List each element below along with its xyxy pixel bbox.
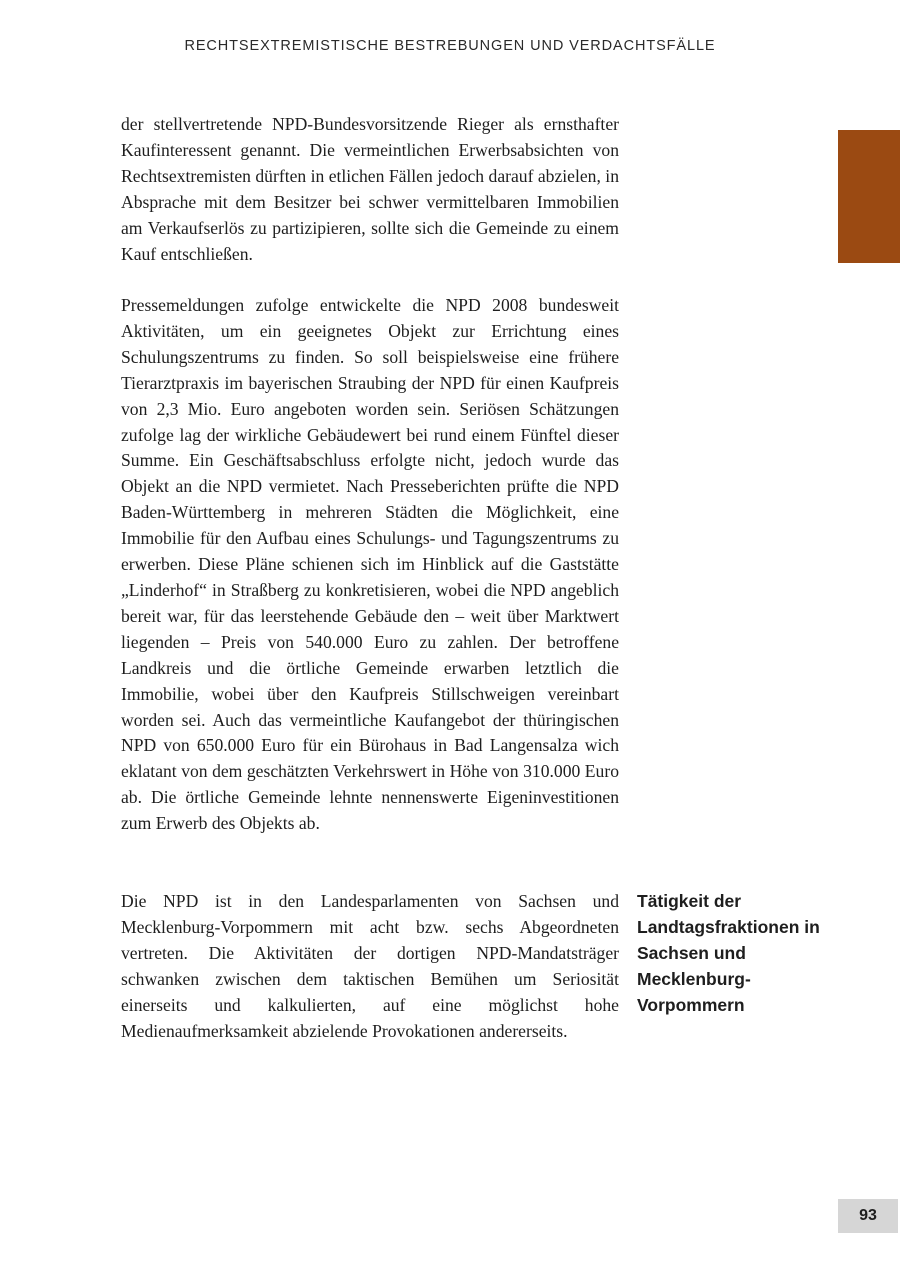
page-number <box>838 1199 898 1233</box>
marginal-heading: Tätigkeit der Landtagsfraktionen in Sachsen und Mecklenburg-Vorpommern <box>637 891 820 1015</box>
chapter-tab-marker <box>838 130 900 263</box>
running-head: RECHTSEXTREMISTISCHE BESTREBUNGEN UND VERDACHTSFÄLLE <box>184 38 716 54</box>
body-paragraph-2: Pressemeldungen zufolge entwickelte die NPD 2008 bundesweit Aktivitäten, um ein geeignetes Objekt zur Errichtung eines Schulungszentrums zu finden. So soll beispielsweise eine frühere Tierarztpraxis im bayerischen Straubing der NPD für einen Kaufpreis von 2,3 Mio. Euro angeboten worden sein. Seriösen Schätzungen zufolge lag der wirkliche Gebäudewert bei rund einem Fünftel dieser Summe. Ein Geschäftsabschluss erfolgte nicht, jedoch wurde das Objekt an die NPD vermietet. Nach Presseberichten prüfte die NPD Baden-Württemberg in mehreren Städten die Möglichkeit, eine Immobilie für den Aufbau eines Schulungs- und Tagungszentrums zu erwerben. Diese Pläne schienen sich im Hinblick auf die Gaststätte „Linderhof“ in Straßberg zu konkretisieren, wobei die NPD angeblich bereit war, für das leerstehende Gebäude den – weit über Marktwert liegenden – Preis von 540.000 Euro zu zahlen. Der betroffene Landkreis und die örtliche Gemeinde erwarben letztlich die Immobilie, wobei über den Kaufpreis Stillschweigen vereinbart worden sei. Auch das vermeintliche Kaufangebot der thüringischen NPD von 650.000 Euro für ein Bürohaus in Bad Langensalza wich eklatant von dem geschätzten Verkehrswert in Höhe von 310.000 Euro ab. Die örtliche Gemeinde lehnte nennenswerte Eigeninvestitionen zum Erwerb des Objekts ab. <box>121 295 619 834</box>
body-paragraph-3: Die NPD ist in den Landesparlamenten von Sachsen und Mecklenburg-Vorpommern mit acht bzw. sechs Abgeordneten vertreten. Die Aktivitäten der dortigen NPD-Mandatsträger schwanken zwischen dem taktischen Bemühen um Seriosität einerseits und kalkulierten, auf eine möglichst hohe Medienaufmerksamkeit abzielende Provokationen andererseits. <box>121 891 619 1041</box>
page-number-label: 93 <box>859 1207 877 1224</box>
body-paragraph-1: der stellvertretende NPD-Bundesvorsitzende Rieger als ernsthafter Kaufinteressent genannt. Die vermeintlichen Erwerbsabsichten von Rechtsextremisten dürften in etlichen Fällen jedoch darauf abzielen, in Absprache mit dem Besitzer bei schwer vermittelbaren Immobilien am Verkaufserlös zu partizipieren, sollte sich die Gemeinde zu einem Kauf entschließen. <box>121 114 619 264</box>
